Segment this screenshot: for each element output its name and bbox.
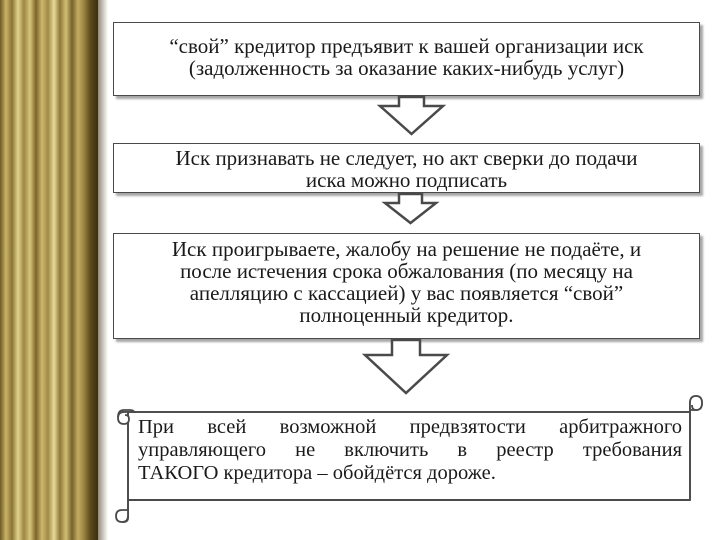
down-arrow-2 (385, 194, 436, 223)
step-3-line-1: Иск проигрываете, жалобу на решение не подаёте, и (171, 237, 642, 261)
step-1-line-1: “свой” кредитор предъявит к вашей организации иск (169, 34, 644, 58)
conclusion-text (138, 416, 682, 485)
down-arrow-1 (380, 97, 443, 134)
step-1-line-2: (задолженность за оказание каких-нибудь услуг) (188, 56, 625, 80)
conclusion-line-2: управляющего не включить в реестр требования (138, 439, 682, 461)
scroll-curl-top-right (690, 396, 702, 410)
step-2-line-1: Иск признавать не следует, но акт сверки до подачи (175, 146, 638, 170)
conclusion-line-1: При всей возможной предвзятости арбитражного (138, 416, 682, 438)
scroll-curl-bottom-left (116, 510, 128, 522)
down-arrow-3 (365, 340, 447, 393)
step-3-line-3: апелляцию с кассацией) у вас появляется “свой” (189, 281, 624, 305)
step-3-line-4: полноценный кредитор. (299, 303, 514, 327)
conclusion-line-3: ТАКОГО кредитора – обойдётся дороже. (138, 462, 496, 484)
step-2-line-2: иска можно подписать (305, 168, 508, 192)
step-3-line-2: после истечения срока обжалования (по месяцу на (180, 259, 633, 283)
